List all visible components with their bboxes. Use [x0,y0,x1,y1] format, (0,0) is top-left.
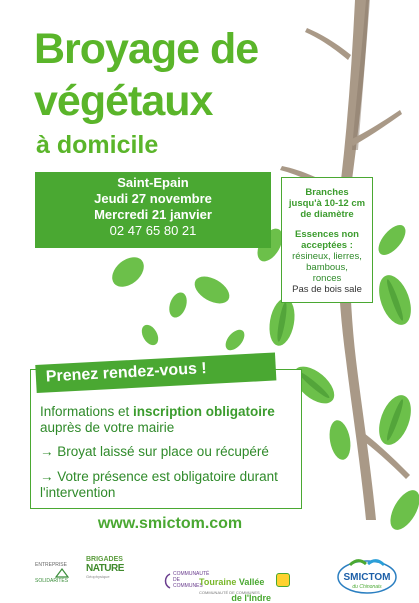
essences-line-5: ronces [312,273,342,284]
tv-vallee: Vallée [238,577,265,587]
rdv-info-text: Informations et [40,404,134,419]
tv-cc: COMMUNAUTÉ DE COMMUNES [199,590,260,595]
cc-icon [162,573,172,589]
essences-line-1: Essences non [295,229,359,240]
title-line-1: Broyage de [34,25,259,73]
rdv-presence-line-1: → Votre présence est obligatoire durant [40,469,278,484]
branches-line-2: jusqu'à 10-12 cm [288,198,366,209]
bn-line-1: BRIGADES [86,556,123,563]
essences-line-2: acceptées : [301,240,353,251]
es-top-text: ENTREPRISE [35,562,67,568]
smictom-logo [336,555,398,595]
info-box [281,177,373,303]
cc-text: COMMUNAUTÉ DE COMMUNES [173,571,210,589]
rdv-presence [40,469,340,501]
bn-line-3: Géophysique [86,574,110,579]
rdv-info-bold: inscription obligatoire [133,404,275,419]
tv-touraine: Touraine [199,577,239,587]
event-phone[interactable]: 02 47 65 80 21 [109,223,197,238]
smictom-emblem [336,555,398,595]
event-date-1: Jeudi 27 novembre [94,191,212,206]
rdv-presence-line-2: l'intervention [40,485,116,500]
small-badge-logo [276,573,290,587]
entreprise-solidarites-logo [35,562,83,592]
communaute-communes-logo [162,571,210,593]
es-bottom-text: SOLIDARITÉS [35,578,69,584]
es-icon [55,568,69,578]
event-date-2: Mercredi 21 janvier [94,207,212,222]
essences-line-6: Pas de bois sale [292,284,362,295]
tv-indre: de l'Indre [231,593,271,603]
essences-line-3: résineux, lierres, [292,251,362,262]
smictom-subtext: du Chinonais [352,584,382,590]
smictom-text: SMICTOM [343,572,391,583]
bn-line-2: NATURE [86,563,124,574]
event-box [35,172,271,248]
rdv-info-line-2: auprès de votre mairie [40,420,175,435]
touraine-vallee-indre-logo [199,572,271,603]
brigades-nature-logo [86,556,126,579]
branches-line-1: Branches [305,187,349,198]
rdv-broyat: → Broyat laissé sur place ou récupéré [40,444,269,459]
title-line-2: végétaux [34,77,213,125]
branches-line-3: de diamètre [300,209,354,220]
essences-line-4: bambous, [306,262,348,273]
rdv-heading: Prenez rendez-vous ! [45,360,208,386]
rdv-info [40,404,340,436]
event-city: Saint-Epain [117,175,189,190]
title-line-3: à domicile [36,131,159,159]
website-link[interactable]: www.smictom.com [97,515,243,532]
